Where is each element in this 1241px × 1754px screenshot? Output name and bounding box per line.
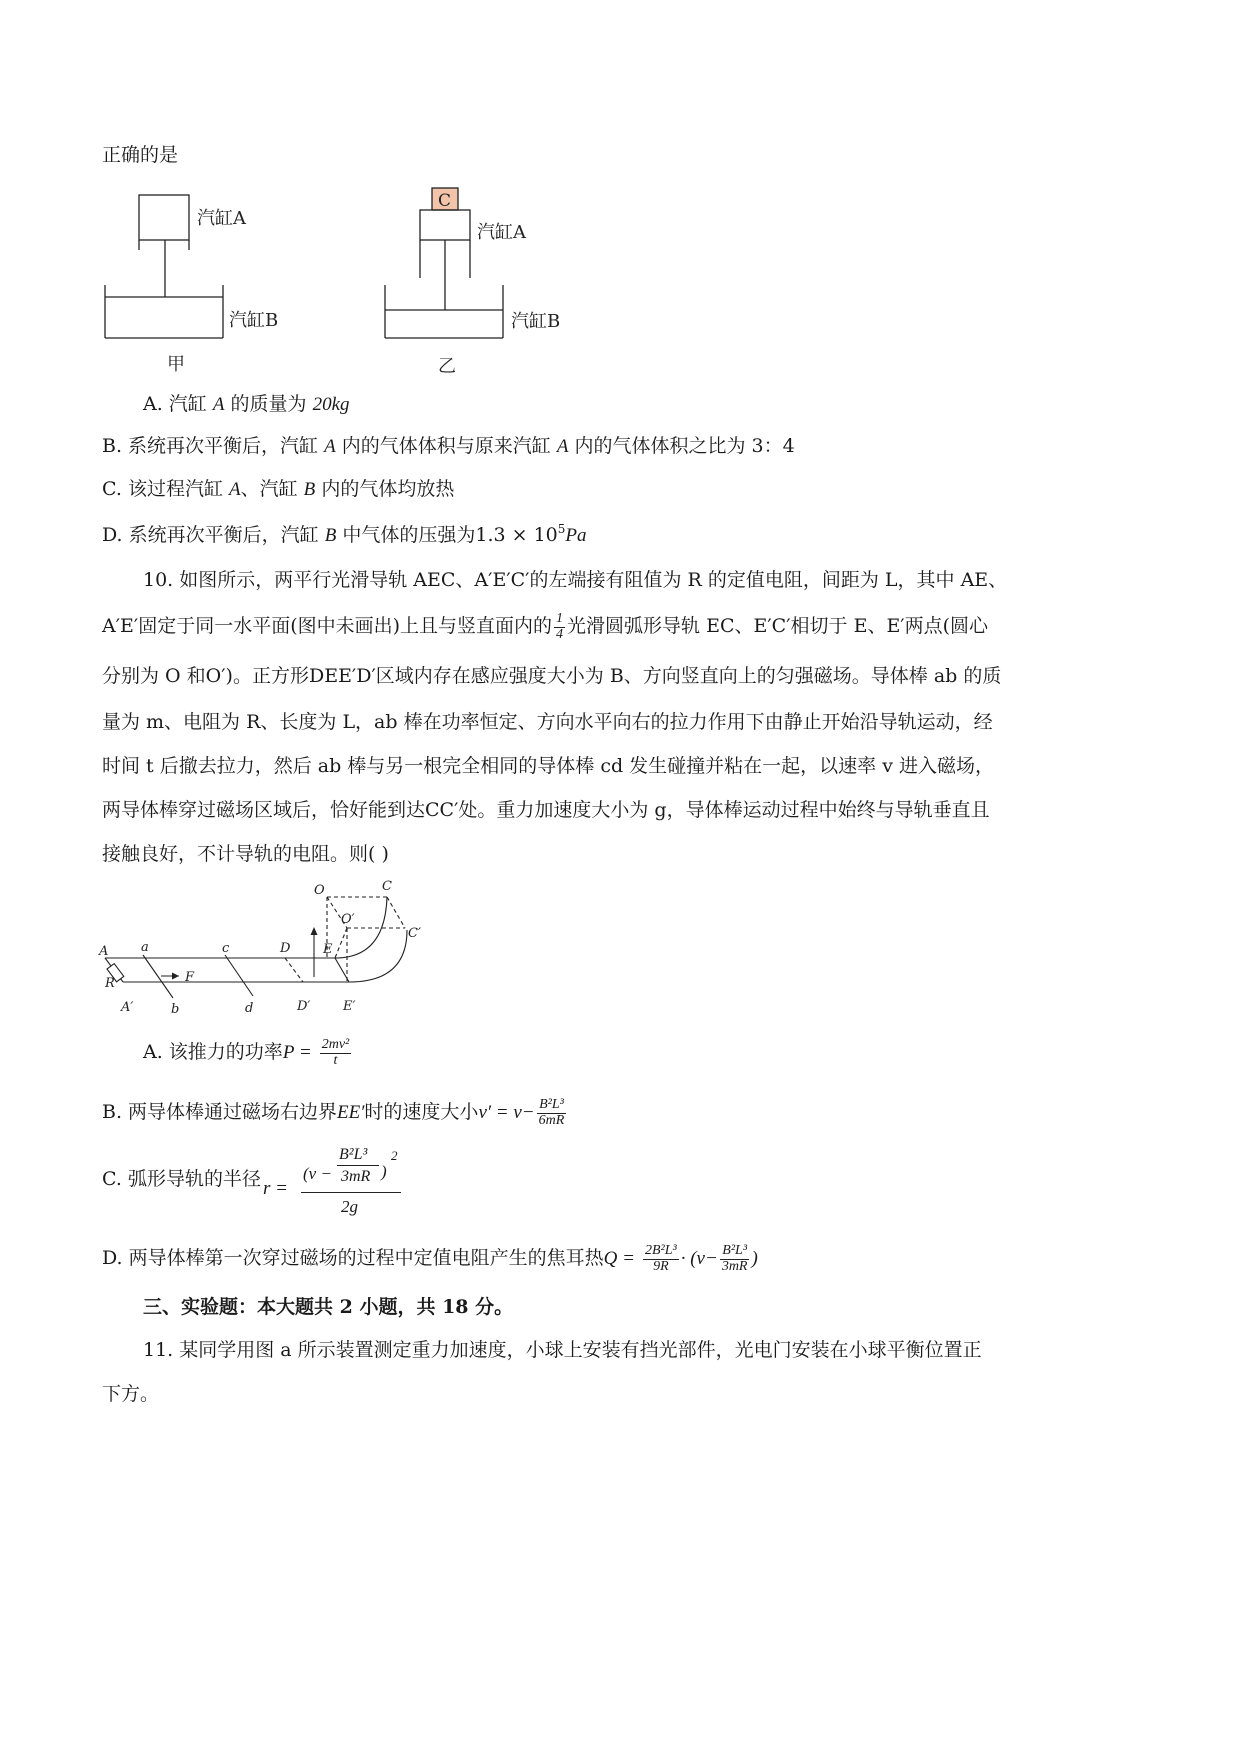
label-O-prime: O′ — [341, 912, 355, 927]
label-C-prime: C′ — [408, 926, 421, 941]
label-R: R — [105, 976, 115, 991]
label-a: a — [141, 940, 149, 955]
q10-option-b: B. 两导体棒通过磁场右边界EE′时的速度大小v′ = v− $\frac{\text{B²L³}}{6mR}$ — [102, 1097, 565, 1128]
label-d: d — [245, 1001, 254, 1016]
q9-option-b: B. 系统再次平衡后，汽缸 A 内的气体体积与原来汽缸 A 内的气体体积之比为 3：4 — [102, 435, 795, 457]
q10-line6: 两导体棒穿过磁场区域后，恰好能到达CC′处。重力加速度大小为 g，导体棒运动过程中始终与导轨垂直且 — [102, 799, 990, 821]
caption-right: 乙 — [438, 356, 456, 377]
label-A: A — [99, 944, 109, 959]
label-D-prime: D′ — [297, 999, 311, 1014]
q10-line1: 10. 如图所示，两平行光滑导轨 AEC、A′E′C′的左端接有阻值为 R 的定值电阻，间距为 L，其中 AE、 — [143, 569, 1008, 591]
q10-option-c-text: C. 弧形导轨的半径 — [102, 1168, 261, 1190]
label-C: C — [382, 879, 392, 894]
cyl-b-label-right: 汽缸B — [511, 311, 561, 332]
rod-cd — [225, 955, 253, 996]
q9-option-a: A. 汽缸 A 的质量为 20kg — [143, 393, 350, 415]
caption-left: 甲 — [167, 354, 185, 375]
q10-option-d: D. 两导体棒第一次穿过磁场的过程中定值电阻产生的焦耳热Q = $\frac{\text{2B²L³}}{9R}$ · (v− $\frac{\text{B²L³}}{3mR}$ ) — [102, 1243, 758, 1274]
label-D: D — [280, 941, 291, 956]
cyl-b-label-left: 汽缸B — [229, 310, 279, 331]
figure-rails — [95, 875, 440, 1020]
label-b: b — [171, 1002, 180, 1017]
q10-line7: 接触良好，不计导轨的电阻。则( ) — [102, 843, 389, 865]
label-O: O — [314, 883, 325, 898]
label-A-prime: A′ — [121, 1000, 134, 1015]
q10-line4: 量为 m、电阻为 R、长度为 L，ab 棒在功率恒定、方向水平向右的拉力作用下由静止开始沿导轨运动，经 — [102, 711, 993, 733]
q10-line5: 时间 t 后撤去拉力，然后 ab 棒与另一根完全相同的导体棒 cd 发生碰撞并粘在一起，以速率 v 进入磁场， — [102, 755, 994, 777]
q10-line3: 分别为 O 和O′)。正方形DEE′D′区域内存在感应强度大小为 B、方向竖直向上的匀强磁场。导体棒 ab 的质 — [102, 665, 1002, 687]
q9-option-d: D. 系统再次平衡后，汽缸 B 中气体的压强为$1.3 \times 10^5Pa$ — [102, 522, 587, 546]
label-E-prime: E′ — [343, 999, 356, 1014]
cylinder-a-right — [420, 210, 470, 240]
weight-label: C — [438, 191, 452, 211]
arc-ec-prime — [349, 930, 407, 982]
q10-line2: A′E′固定于同一水平面(图中未画出)上且与竖直面内的 $\frac{1}{4}$ 光滑圆弧形导轨 EC、E′C′相切于 E、E′两点(圆心 — [102, 611, 989, 642]
q11-line1: 11. 某同学用图 a 所示装置测定重力加速度，小球上安装有挡光部件，光电门安装在小球平衡位置正 — [143, 1339, 982, 1361]
cyl-a-label-right: 汽缸A — [477, 222, 526, 243]
q10-option-c-formula: r = (v − B²L³ 3mR ) 2 2g — [263, 1150, 403, 1220]
intro-text: 正确的是 — [102, 144, 179, 166]
q9-option-c: C. 该过程汽缸 A、汽缸 B 内的气体均放热 — [102, 478, 455, 500]
figure-cylinders — [95, 180, 595, 380]
label-F: F — [185, 970, 195, 985]
label-c: c — [222, 941, 230, 956]
cylinder-a-left — [139, 195, 189, 240]
q10-option-a: A. 该推力的功率P = $\frac{\text{2mv²}}{t}$ — [143, 1037, 350, 1068]
cyl-a-label-left: 汽缸A — [197, 208, 246, 229]
section-3-heading: 三、实验题：本大题共 2 小题，共 18 分。 — [143, 1296, 514, 1318]
q11-line2: 下方。 — [102, 1383, 160, 1405]
label-E: E — [323, 942, 333, 957]
